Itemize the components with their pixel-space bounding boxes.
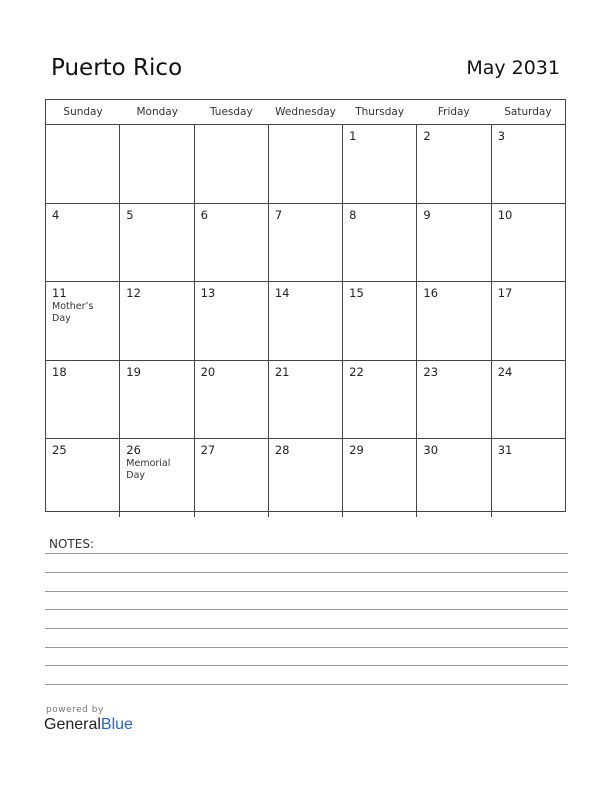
day-number: 20 <box>200 364 216 379</box>
weekday-sunday: Sunday <box>63 106 103 118</box>
weekday-tuesday: Tuesday <box>209 106 253 118</box>
day-cell <box>492 125 565 203</box>
notes-line <box>45 572 568 573</box>
holiday-label: Memorial Day <box>126 458 171 482</box>
notes-line <box>45 665 568 666</box>
day-number: 21 <box>274 364 290 379</box>
day-number: 23 <box>423 364 439 379</box>
day-number: 26 <box>126 443 141 458</box>
day-cell <box>195 439 269 517</box>
day-number: 10 <box>497 207 513 222</box>
day-number: 27 <box>200 443 216 458</box>
logo-general: General <box>44 716 101 733</box>
day-number: 22 <box>349 364 364 379</box>
day-cell <box>120 361 194 439</box>
notes-label: NOTES: <box>49 537 94 551</box>
generalblue-logo <box>44 716 133 734</box>
day-cell <box>195 204 269 282</box>
day-cell <box>417 282 491 360</box>
day-cell <box>120 439 194 517</box>
day-cell <box>417 439 491 517</box>
day-number: 7 <box>274 207 283 222</box>
day-cell <box>195 282 269 360</box>
week-row <box>46 439 565 517</box>
week-row <box>46 282 565 361</box>
day-number: 31 <box>497 443 513 458</box>
weekday-saturday: Saturday <box>504 106 552 118</box>
notes-line <box>45 591 568 592</box>
day-cell <box>269 282 343 360</box>
day-cell <box>417 361 491 439</box>
day-cell <box>195 125 269 203</box>
weekday-monday: Monday <box>136 106 178 118</box>
day-number: 24 <box>497 364 513 379</box>
day-number: 8 <box>349 207 357 222</box>
day-cell <box>46 204 120 282</box>
day-cell <box>46 439 120 517</box>
notes-line <box>45 553 568 554</box>
day-cell <box>343 125 417 203</box>
day-cell <box>492 282 565 360</box>
weekday-header <box>46 100 565 125</box>
day-cell <box>46 361 120 439</box>
day-number: 12 <box>126 286 141 301</box>
logo-blue: Blue <box>100 716 133 733</box>
day-cell <box>492 204 565 282</box>
day-number: 4 <box>52 207 60 222</box>
day-cell <box>269 361 343 439</box>
day-number: 5 <box>126 207 134 222</box>
brand-footer <box>44 705 133 734</box>
day-number: 25 <box>52 443 67 458</box>
weekday-friday: Friday <box>437 106 470 118</box>
day-number: 30 <box>423 443 439 458</box>
month-title: May 2031 <box>466 57 560 79</box>
day-cell <box>492 439 565 517</box>
weekday-thursday: Thursday <box>355 106 405 118</box>
day-number: 13 <box>200 286 216 301</box>
calendar-grid <box>45 99 566 512</box>
day-number: 3 <box>497 129 506 143</box>
holiday-label: Mother’s Day <box>52 301 94 325</box>
week-row <box>46 204 565 283</box>
day-cell <box>269 439 343 517</box>
notes-line <box>45 609 568 610</box>
day-number: 2 <box>423 129 431 143</box>
day-cell <box>417 125 491 203</box>
day-cell <box>343 361 417 439</box>
notes-line <box>45 628 568 629</box>
day-cell <box>46 282 120 360</box>
day-cell <box>269 125 343 203</box>
powered-by-text: powered by <box>46 705 104 715</box>
day-number: 1 <box>349 129 357 143</box>
country-title: Puerto Rico <box>51 55 183 81</box>
notes-line <box>45 647 568 648</box>
day-number: 15 <box>349 286 364 301</box>
day-cell <box>120 125 194 203</box>
day-cell <box>120 204 194 282</box>
notes-line <box>45 684 568 685</box>
day-cell <box>195 361 269 439</box>
day-cell <box>343 282 417 360</box>
day-number: 9 <box>423 207 431 222</box>
day-number: 11 <box>52 286 67 301</box>
day-cell <box>343 439 417 517</box>
day-cell <box>269 204 343 282</box>
day-cell <box>46 125 120 203</box>
week-row <box>46 125 565 204</box>
day-cell <box>343 204 417 282</box>
day-number: 17 <box>497 286 513 301</box>
day-number: 14 <box>274 286 290 301</box>
day-cell <box>417 204 491 282</box>
weekday-wednesday: Wednesday <box>275 106 336 118</box>
day-cell <box>492 361 565 439</box>
day-number: 28 <box>274 443 290 458</box>
day-number: 29 <box>349 443 364 458</box>
day-number: 16 <box>423 286 439 301</box>
day-cell <box>120 282 194 360</box>
day-number: 6 <box>200 207 208 222</box>
day-number: 18 <box>52 364 67 379</box>
week-row <box>46 361 565 440</box>
day-number: 19 <box>126 364 141 379</box>
